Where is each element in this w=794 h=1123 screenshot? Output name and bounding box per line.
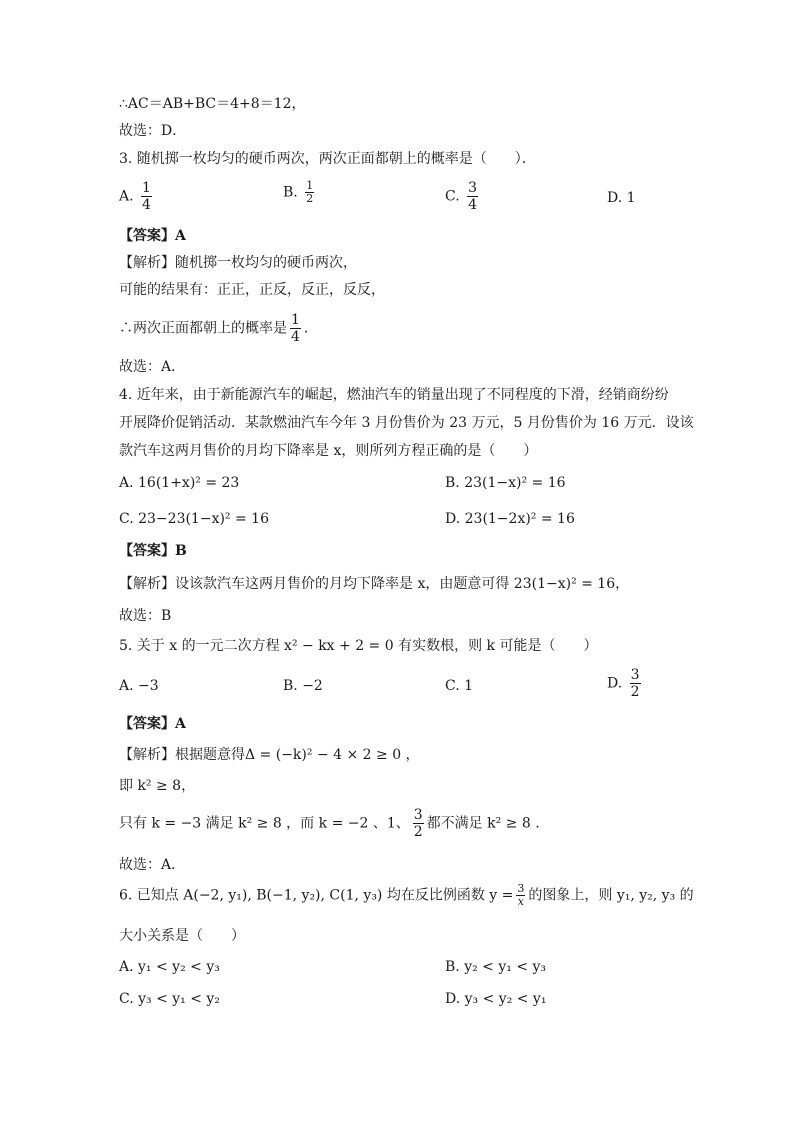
q3-analysis-line1: 【解析】随机掷一枚均匀的硬币两次， (119, 255, 357, 271)
q3-analysis-line3 (119, 312, 318, 345)
q5-option-d-fraction (630, 667, 641, 700)
q4-analysis: 【解析】设该款汽车这两月售价的月均下降率是 x，由题意可得 23(1−x)² = 16， (119, 576, 630, 592)
q3-option-b-label: B. (283, 184, 298, 201)
prev-conclusion: ∴AC＝AB+BC＝4+8＝12， (119, 96, 306, 112)
numerator: 1 (291, 312, 300, 328)
q3-option-b-fraction (305, 180, 314, 205)
q3-analysis-line2: 可能的结果有：正正，正反，反正，反反， (119, 282, 385, 298)
q4-stem-line3: 款汽车这两月售价的月均下降率是 x，则所列方程正确的是（ ） (119, 443, 538, 459)
q5-option-c: C. 1 (445, 678, 474, 694)
q5-option-d-label: D. (607, 675, 623, 692)
q5-analysis-line2: 即 k² ≥ 8， (119, 778, 196, 794)
q6-stem-line2: 大小关系是（ ） (119, 928, 245, 944)
denominator: 4 (291, 329, 300, 345)
numerator: 3 (517, 882, 525, 895)
numerator: 3 (630, 667, 640, 683)
q3-stem: 3. 随机掷一枚均匀的硬币两次，两次正面都朝上的概率是（ ）． (119, 151, 536, 167)
q4-option-d: D. 23(1−2x)² = 16 (445, 511, 575, 527)
q6-option-a: A. y₁ < y₂ < y₃ (119, 959, 220, 975)
q6-option-c: C. y₃ < y₁ < y₂ (119, 991, 220, 1007)
denominator: 2 (306, 192, 314, 205)
q6-stem-text: 6. 已知点 A(−2, y₁), B(−1, y₂), C(1, y₃) 均在反比例函数 y = (119, 887, 514, 904)
q5-analysis-end: 都不满足 k² ≥ 8 . (426, 815, 540, 832)
q3-analysis-end: ． (303, 320, 318, 337)
prev-choice: 故选：D． (119, 123, 187, 139)
q5-answer: 【答案】A (119, 716, 186, 732)
q3-analysis-text: ∴两次正面都朝上的概率是 (119, 320, 287, 337)
denominator: 2 (630, 684, 640, 700)
q3-option-b (283, 180, 317, 205)
q5-analysis-line3 (119, 807, 540, 840)
q3-analysis-fraction (290, 312, 301, 345)
q4-answer: 【答案】B (119, 543, 187, 559)
numerator: 3 (413, 807, 423, 823)
q4-stem-line2: 开展降价促销活动．某款燃油汽车今年 3 月份售价为 23 万元，5 月份售价为 16 万元．设该 (119, 415, 694, 431)
q5-analysis-line1: 【解析】根据题意得Δ = (−k)² − 4 × 2 ≥ 0 ， (119, 747, 420, 763)
q6-stem-end: 的图象上，则 y₁, y₂, y₃ 的 (528, 887, 694, 904)
q4-option-a: A. 16(1+x)² = 23 (119, 475, 240, 491)
q5-stem: 5. 关于 x 的一元二次方程 x² − kx + 2 = 0 有实数根，则 k 可能是（ ） (119, 638, 598, 654)
q4-option-b: B. 23(1−x)² = 16 (445, 475, 566, 491)
q3-option-a (119, 180, 155, 213)
q3-answer: 【答案】A (119, 228, 186, 244)
q3-choose: 故选：A． (119, 359, 186, 375)
q5-choose: 故选：A． (119, 857, 186, 873)
q6-stem-fraction (516, 883, 525, 908)
q4-option-c: C. 23−23(1−x)² = 16 (119, 511, 269, 527)
q5-analysis-fraction (413, 807, 424, 840)
q5-option-a: A. −3 (119, 678, 159, 694)
numerator: 1 (306, 179, 314, 192)
q3-option-d: D. 1 (607, 190, 636, 206)
q5-analysis-text: 只有 k = −3 满足 k² ≥ 8 ，而 k = −2 、1、 (119, 815, 410, 832)
q3-option-c-label: C. (445, 188, 460, 205)
q6-option-d: D. y₃ < y₂ < y₁ (445, 991, 547, 1007)
q5-option-d (607, 667, 644, 700)
q5-option-b: B. −2 (283, 678, 323, 694)
denominator: 2 (413, 824, 423, 840)
q4-choose: 故选：B (119, 608, 172, 624)
q3-option-c-fraction (467, 180, 478, 213)
denominator: x (517, 895, 524, 908)
q3-option-a-fraction (141, 180, 152, 213)
q3-option-a-label: A. (119, 188, 134, 205)
numerator: 1 (142, 180, 151, 196)
q4-stem-line1: 4. 近年来，由于新能源汽车的崛起，燃油汽车的销量出现了不同程度的下滑，经销商纷纷 (119, 387, 669, 403)
denominator: 4 (468, 197, 478, 213)
q6-option-b: B. y₂ < y₁ < y₃ (445, 959, 547, 975)
q6-stem-line1 (119, 883, 694, 908)
denominator: 4 (142, 197, 151, 213)
q3-option-c (445, 180, 481, 213)
numerator: 3 (468, 180, 478, 196)
